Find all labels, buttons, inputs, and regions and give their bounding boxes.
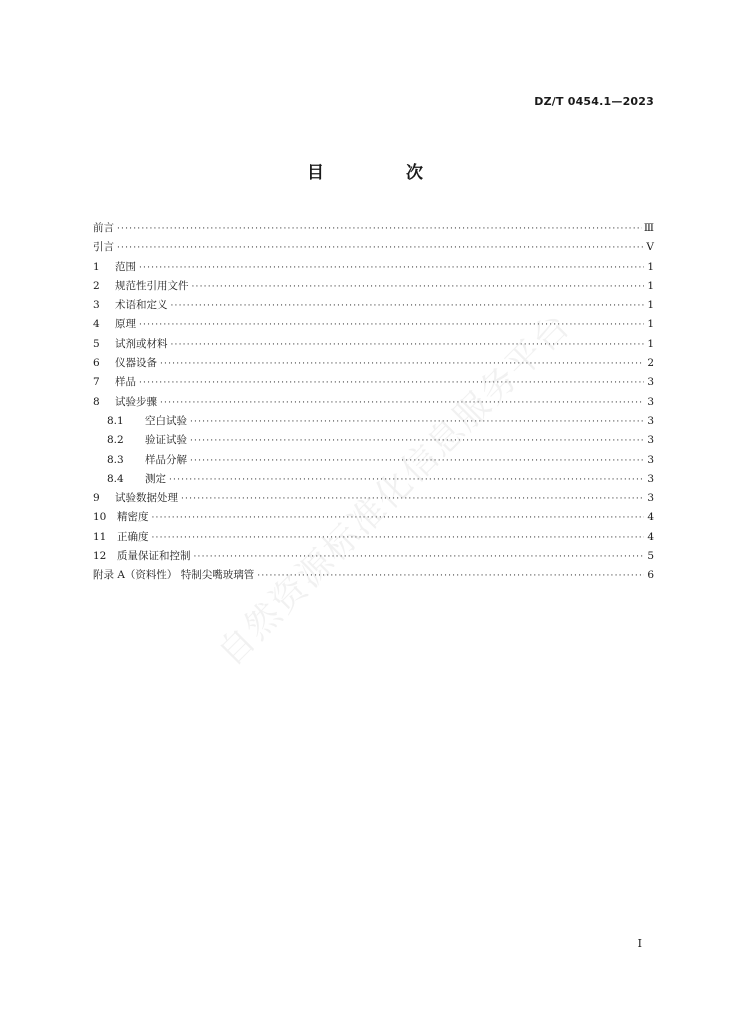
toc-leader-dots	[160, 355, 644, 374]
toc-entry-page: 1	[647, 337, 654, 350]
toc-leader-dots	[190, 413, 644, 432]
toc-entry[interactable]	[93, 431, 654, 450]
toc-leader-dots	[171, 297, 645, 316]
toc-entry-number: 10	[93, 511, 107, 524]
toc-entry[interactable]	[93, 393, 654, 412]
toc-entry-number: 6	[93, 357, 100, 370]
toc-entry-label: 正确度	[117, 530, 149, 543]
toc-entry-number: 8	[93, 395, 100, 408]
toc-entry-label: 样品分解	[145, 453, 187, 466]
toc-leader-dots	[139, 316, 644, 335]
toc-entry[interactable]	[93, 528, 654, 547]
toc-leader-dots	[171, 336, 645, 355]
toc-entry[interactable]	[93, 315, 654, 334]
toc-entry[interactable]	[93, 258, 654, 277]
toc-entry-label: 样品	[115, 376, 136, 389]
toc-leader-dots	[190, 452, 644, 471]
toc-entry-label: 质量保证和控制	[117, 550, 191, 563]
toc-entry-number: 8.2	[107, 434, 124, 447]
toc-leader-dots	[169, 471, 644, 490]
toc-entry-page: 6	[647, 569, 654, 582]
toc-entry-label: 引言	[93, 241, 114, 254]
toc-entry[interactable]	[93, 566, 654, 585]
table-of-contents	[93, 219, 654, 586]
toc-leader-dots	[192, 278, 645, 297]
toc-entry-label: 仪器设备	[115, 357, 157, 370]
toc-entry-page: 4	[647, 511, 654, 524]
page-title: 目 次	[307, 163, 461, 183]
toc-leader-dots	[117, 220, 642, 239]
toc-entry-label: 术语和定义	[115, 299, 168, 312]
toc-entry[interactable]	[93, 508, 654, 527]
toc-entry-page: 4	[647, 530, 654, 543]
toc-leader-dots	[181, 490, 644, 509]
toc-entry-number: 7	[93, 376, 100, 389]
toc-entry[interactable]	[93, 373, 654, 392]
toc-entry-label: 范围	[115, 260, 136, 273]
toc-entry[interactable]	[93, 489, 654, 508]
toc-entry-number: 8.1	[107, 414, 124, 427]
toc-entry[interactable]	[93, 354, 654, 373]
toc-leader-dots	[152, 529, 645, 548]
toc-entry-page: 2	[647, 357, 654, 370]
toc-entry-page: 3	[647, 414, 654, 427]
toc-leader-dots	[190, 432, 644, 451]
toc-leader-dots	[257, 567, 644, 586]
toc-leader-dots	[194, 548, 645, 567]
toc-entry[interactable]	[93, 277, 654, 296]
toc-entry-number: 1	[93, 260, 100, 273]
toc-entry-number: 8.4	[107, 472, 124, 485]
toc-entry-number: 9	[93, 492, 100, 505]
toc-entry-label: 空白试验	[145, 414, 187, 427]
toc-entry-label: 前言	[93, 222, 114, 234]
toc-leader-dots	[139, 374, 644, 393]
toc-entry-number: 2	[93, 279, 100, 292]
toc-entry-page: 3	[647, 434, 654, 447]
document-code: DZ/T 0454.1—2023	[534, 95, 654, 108]
toc-entry-page: Ⅲ	[643, 222, 654, 234]
toc-entry-label: 试剂或材料	[115, 337, 168, 350]
toc-entry-page: 3	[647, 376, 654, 389]
toc-entry-number: 8.3	[107, 453, 124, 466]
toc-entry-page: 1	[647, 279, 654, 292]
toc-entry-label: 规范性引用文件	[115, 279, 189, 292]
toc-entry-number: 5	[93, 337, 100, 350]
toc-entry[interactable]	[93, 412, 654, 431]
toc-entry-label: 试验数据处理	[115, 492, 178, 505]
toc-entry-label: 原理	[115, 318, 136, 331]
toc-entry-page: 1	[647, 260, 654, 273]
toc-entry-page: 3	[647, 472, 654, 485]
watermark: 自然资源标准化信息服务平台	[210, 305, 580, 674]
toc-entry-label: 测定	[145, 472, 166, 485]
toc-entry-number: 11	[93, 530, 107, 543]
toc-entry[interactable]	[93, 238, 654, 257]
toc-entry-page: 3	[647, 453, 654, 466]
toc-leader-dots	[139, 259, 644, 278]
toc-entry-page: 3	[647, 395, 654, 408]
toc-entry[interactable]	[93, 451, 654, 470]
toc-entry[interactable]	[93, 547, 654, 566]
toc-entry-number: 3	[93, 299, 100, 312]
toc-entry-page: 1	[647, 318, 654, 331]
toc-entry-page: 5	[647, 550, 654, 563]
toc-leader-dots	[152, 509, 645, 528]
toc-entry-page: 3	[647, 492, 654, 505]
toc-entry-label: 试验步骤	[115, 395, 157, 408]
toc-leader-dots	[117, 239, 644, 258]
toc-leader-dots	[160, 394, 644, 413]
toc-entry[interactable]	[93, 296, 654, 315]
toc-entry[interactable]	[93, 335, 654, 354]
toc-entry[interactable]	[93, 470, 654, 489]
toc-entry-label: 附录 A（资料性） 特制尖嘴玻璃管	[93, 569, 255, 582]
toc-entry-page: 1	[647, 299, 654, 312]
footer-page-number: I	[637, 937, 642, 950]
toc-entry[interactable]	[93, 219, 654, 238]
toc-entry-number: 12	[93, 550, 107, 563]
toc-entry-label: 精密度	[117, 511, 149, 524]
toc-entry-label: 验证试验	[145, 434, 187, 447]
toc-entry-number: 4	[93, 318, 100, 331]
toc-entry-page: Ⅴ	[646, 241, 654, 254]
